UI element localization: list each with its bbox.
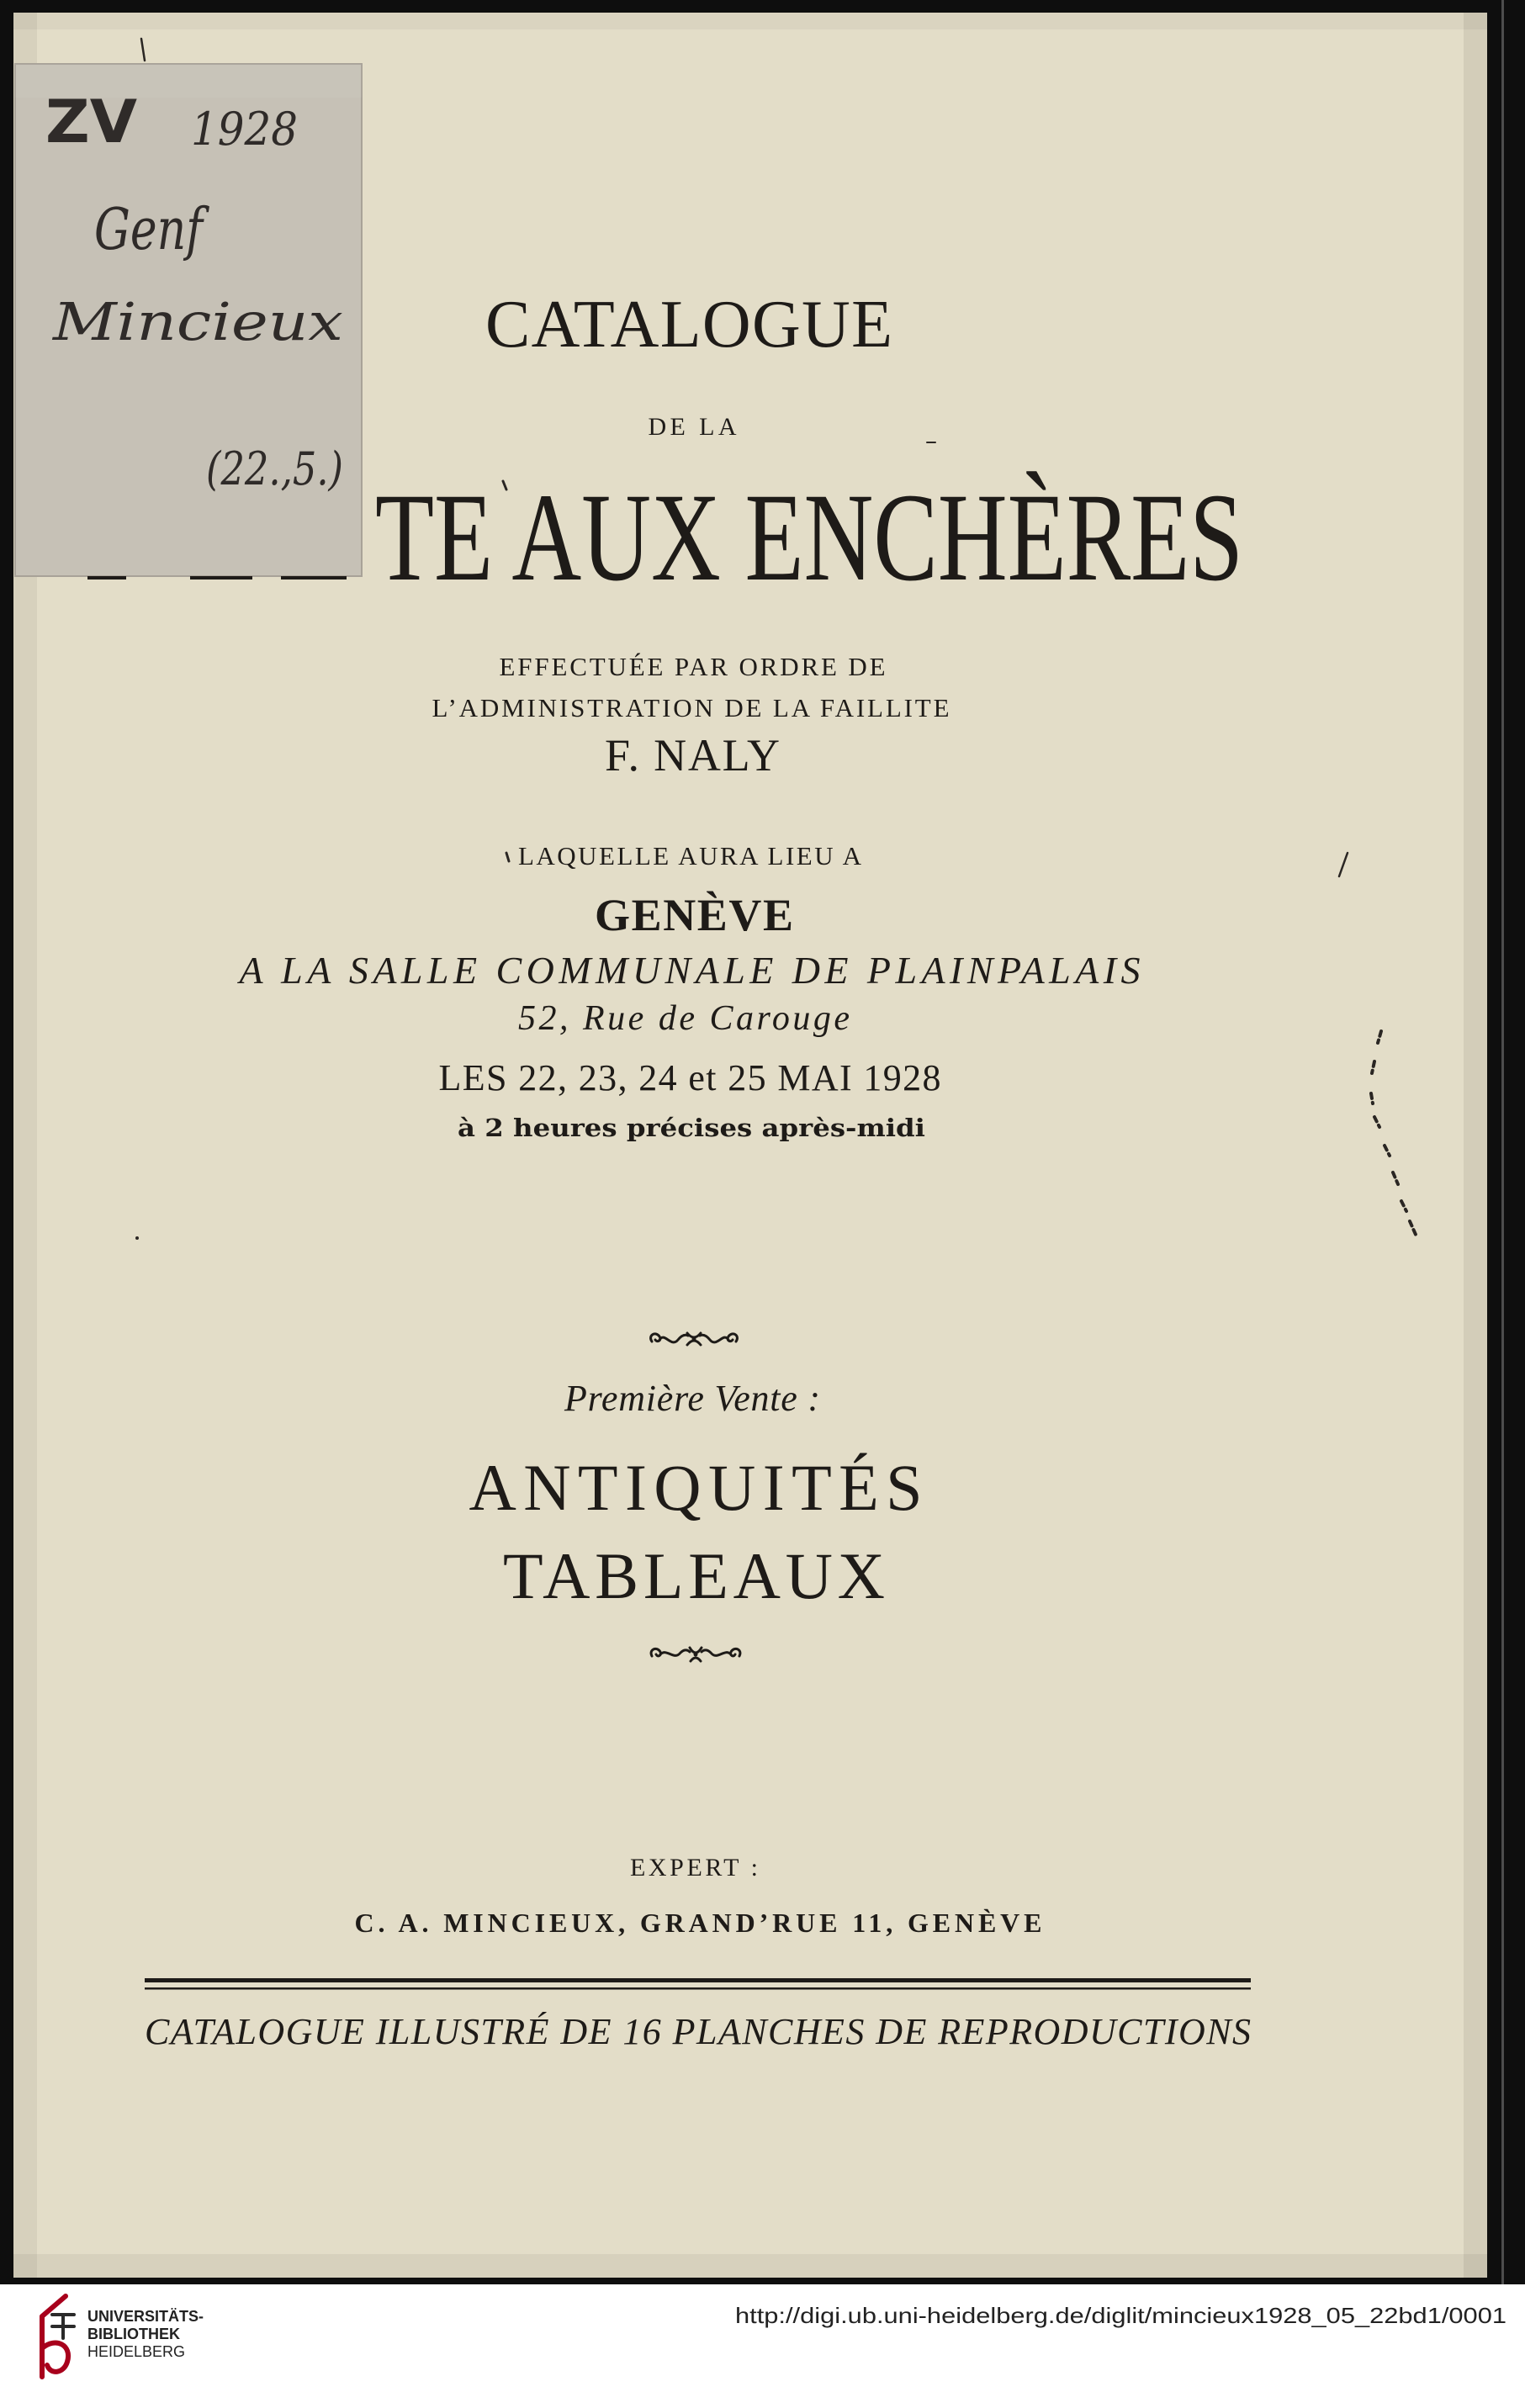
illustrations-note: CATALOGUE ILLUSTRÉ DE 16 PLANCHES DE REPRODUCTIONS: [145, 2011, 1251, 2052]
library-name-line-3: HEIDELBERG: [87, 2343, 186, 2360]
venue-name: A LA SALLE COMMUNALE DE PLAINPALAIS: [239, 949, 1141, 992]
bankrupt-name: F. NALY: [605, 730, 780, 781]
library-name-line-1: UNIVERSITÄTS-: [87, 2308, 204, 2325]
sale-time: à 2 heures précises après-midi: [458, 1114, 925, 1142]
administration-line: L’ADMINISTRATION DE LA FAILLITE: [432, 693, 950, 722]
sale-dates: LES 22, 23, 24 et 25 MAI 1928: [438, 1057, 941, 1098]
title-de-la: DE LA: [648, 413, 737, 441]
section-antiquites: ANTIQUITÉS: [469, 1451, 923, 1524]
scan-frame-edge-line: [1501, 0, 1504, 2284]
label-name: Mincieux: [51, 291, 344, 352]
permalink-url: http://digi.ub.uni-heidelberg.de/diglit/mincieux1928_05_22bd1/0001: [735, 2303, 1506, 2328]
title-vente-aux-encheres: TE AUX ENCHÈRES: [375, 468, 1243, 607]
label-year: 1928: [191, 103, 298, 156]
ordered-by-line: EFFECTUÉE PAR ORDRE DE: [499, 652, 886, 681]
venue-address: 52, Rue de Carouge: [518, 999, 850, 1038]
library-name-line-2: BIBLIOTHEK: [87, 2326, 180, 2342]
label-place: Genf: [94, 197, 210, 263]
label-stamp: ZV: [45, 87, 137, 156]
city-name: GENÈVE: [595, 890, 793, 940]
venue-intro: LAQUELLE AURA LIEU A: [518, 841, 861, 871]
expert-name-address: C. A. MINCIEUX, GRAND’RUE 11, GENÈVE: [354, 1908, 1042, 1938]
expert-label: EXPERT :: [630, 1854, 758, 1881]
library-label: [15, 64, 362, 576]
sale-label: Première Vente :: [564, 1378, 820, 1419]
title-catalogue: CATALOGUE: [485, 288, 892, 362]
section-tableaux: TABLEAUX: [503, 1539, 885, 1612]
label-date: (22.,5.): [206, 442, 343, 495]
